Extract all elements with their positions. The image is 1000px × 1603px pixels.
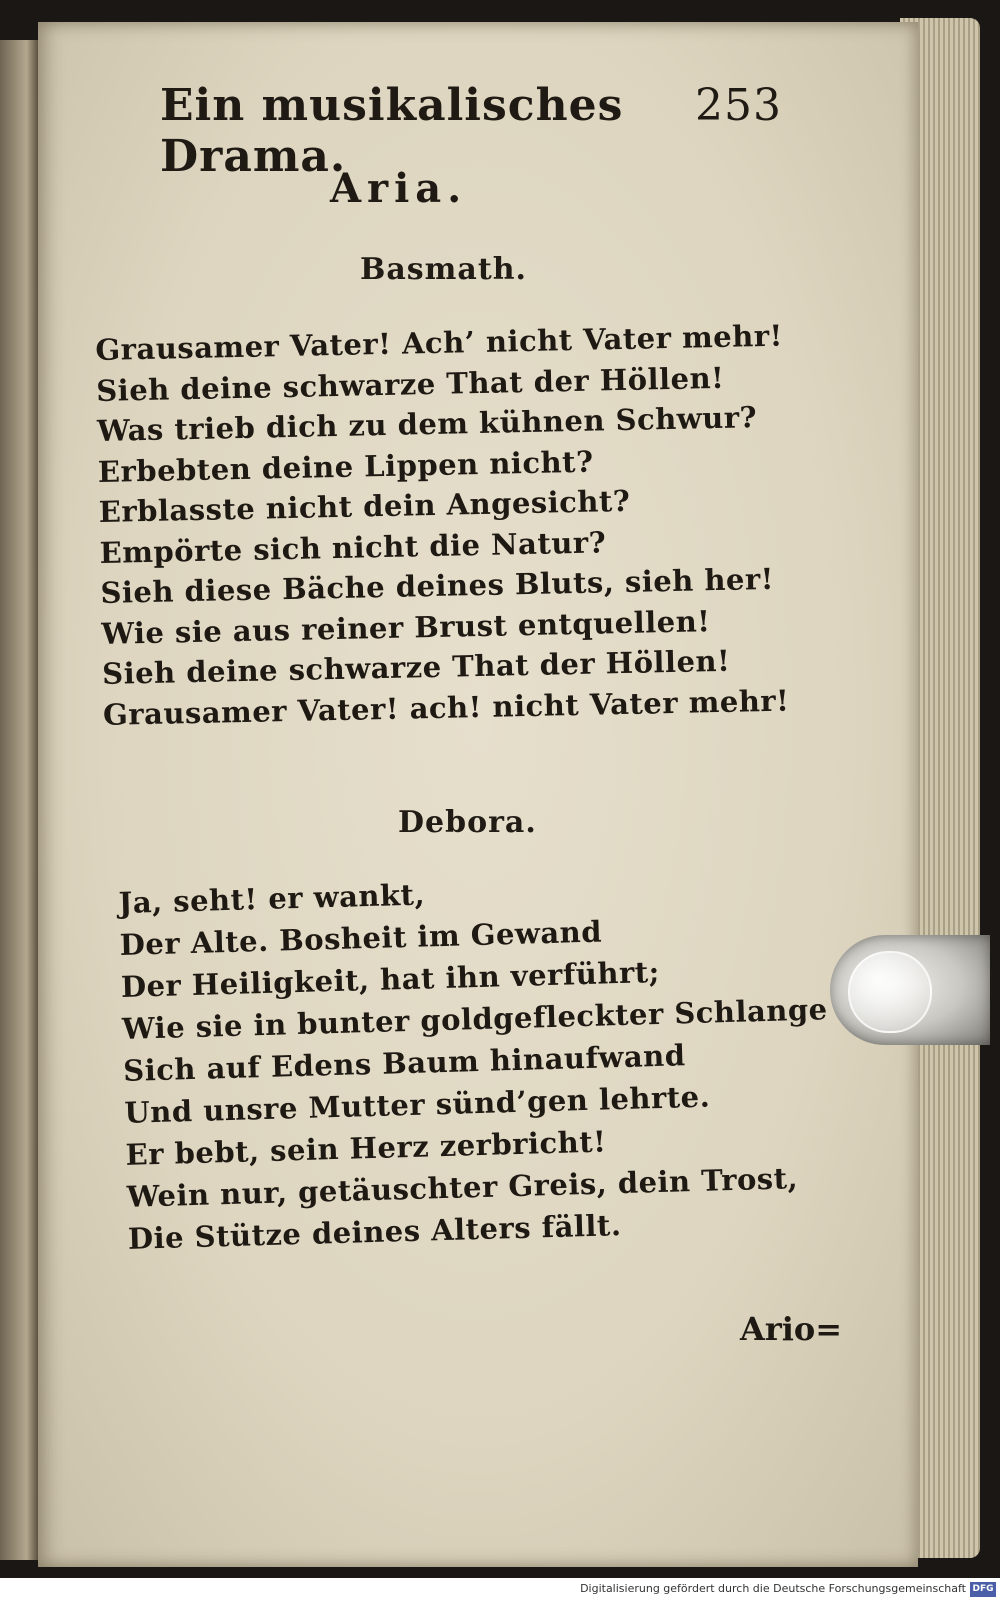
speaker-basmath: Basmath. xyxy=(360,252,527,287)
verse-line: Wein nur, getäuschter Greis, dein Trost, xyxy=(126,1161,799,1214)
verse-line: Was trieb dich zu dem kühnen Schwur? xyxy=(96,400,758,448)
speaker-debora: Debora. xyxy=(398,805,537,840)
verse-line: Erbebten deine Lippen nicht? xyxy=(97,444,594,489)
verse-debora xyxy=(118,862,834,1260)
page-number: 253 xyxy=(695,80,782,131)
running-title: Ein musikalisches Drama. xyxy=(160,80,624,182)
verse-line: Und unsre Mutter sünd’gen lehrte. xyxy=(123,1079,711,1130)
clip-highlight xyxy=(848,951,932,1033)
verse-line: Sieh diese Bäche deines Bluts, sieh her! xyxy=(100,561,775,610)
verse-line: Der Alte. Bosheit im Gewand xyxy=(119,914,603,962)
verse-line: Ja, seht! er wankt, xyxy=(118,877,426,920)
page-clip-icon xyxy=(830,935,990,1045)
facing-page-edge xyxy=(0,40,38,1560)
running-head xyxy=(160,80,782,182)
verse-line: Sieh deine schwarze That der Höllen! xyxy=(95,360,725,408)
footer-credit: Digitalisierung gefördert durch die Deutsche Forschungsgemeinschaft xyxy=(580,1582,966,1595)
verse-line: Wie sie aus reiner Brust entquellen! xyxy=(101,603,711,651)
verse-line: Sich auf Edens Baum hinaufwand xyxy=(122,1038,686,1088)
section-title: Aria. xyxy=(330,165,468,212)
verse-line: Die Stütze deines Alters fällt. xyxy=(127,1208,622,1256)
verse-line: Der Heiligkeit, hat ihn verführt; xyxy=(120,954,661,1004)
verse-line: Grausamer Vater! Ach’ nicht Vater mehr! xyxy=(95,318,784,367)
verse-line: Er bebt, sein Herz zerbricht! xyxy=(125,1124,607,1172)
verse-line: Wie sie in bunter goldgefleckter Schlange xyxy=(121,992,829,1046)
verse-line: Sieh deine schwarze That der Höllen! xyxy=(101,643,731,691)
verse-line: Grausamer Vater! ach! nicht Vater mehr! xyxy=(102,683,790,732)
dfg-logo-icon: DFG xyxy=(970,1582,996,1597)
verse-line: Empörte sich nicht die Natur? xyxy=(99,524,607,570)
footer-bar xyxy=(0,1578,1000,1603)
catchword: Ario= xyxy=(740,1310,842,1348)
verse-basmath xyxy=(95,316,791,735)
verse-line: Erblasste nicht dein Angesicht? xyxy=(98,483,631,529)
